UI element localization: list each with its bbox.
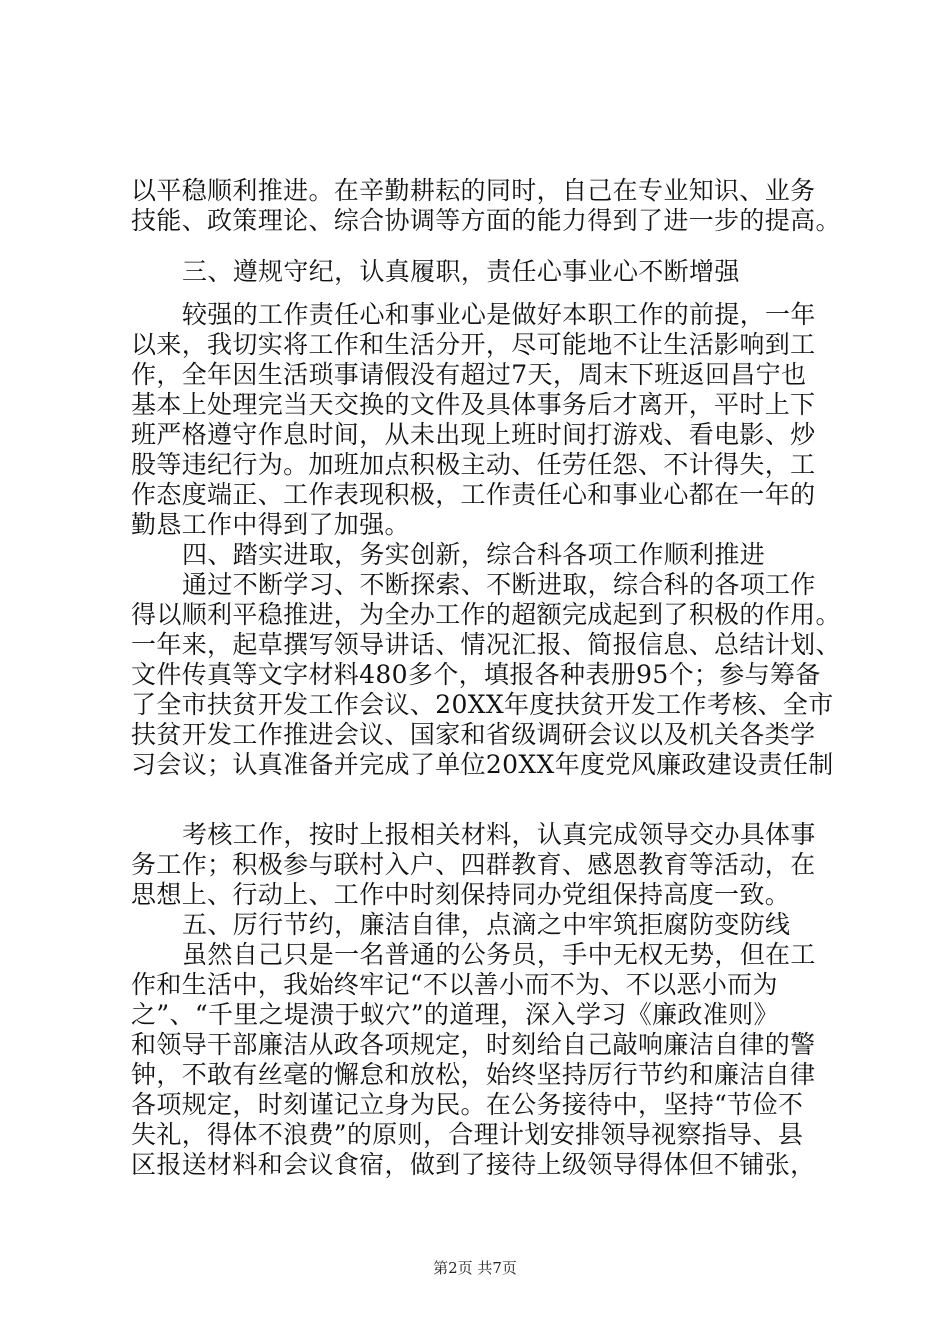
text-line: 股等违纪行为。加班加点积极主动、任劳任怨、不计得失，工 bbox=[131, 450, 816, 479]
text-line: 扶贫开发工作推进会议、国家和省级调研会议以及机关各类学 bbox=[131, 720, 816, 749]
text-line: 技能、政策理论、综合协调等方面的能力得到了进一步的提高。 bbox=[131, 206, 841, 235]
text-line: 和领导干部廉洁从政各项规定，时刻给自己敲响廉洁自律的警 bbox=[131, 1030, 816, 1059]
text-line: 思想上、行动上、工作中时刻保持同办党组保持高度一致。 bbox=[131, 880, 791, 909]
section-heading-3: 三、遵规守纪，认真履职，责任心事业心不断增强 bbox=[182, 257, 740, 286]
section-heading-4: 四、踏实进取，务实创新，综合科各项工作顺利推进 bbox=[182, 540, 766, 569]
text-line: 以来，我切实将工作和生活分开，尽可能地不让生活影响到工 bbox=[131, 330, 816, 359]
text-line: 虽然自己只是一名普通的公务员，手中无权无势，但在工 bbox=[182, 940, 816, 969]
text-line: 班严格遵守作息时间，从未出现上班时间打游戏、看电影、炒 bbox=[131, 420, 816, 449]
text-line: 失礼，得体不浪费”的原则，合理计划安排领导视察指导、县 bbox=[131, 1120, 804, 1149]
text-line: 基本上处理完当天交换的文件及具体事务后才离开，平时上下 bbox=[131, 390, 816, 419]
text-line: 通过不断学习、不断探索、不断进取，综合科的各项工作 bbox=[182, 570, 816, 599]
page-number: 第2页 共7页 bbox=[433, 1259, 517, 1277]
text-line: 勤恳工作中得到了加强。 bbox=[131, 510, 410, 539]
text-line: 务工作；积极参与联村入户、四群教育、感恩教育等活动，在 bbox=[131, 850, 816, 879]
text-line: 作和生活中，我始终牢记“不以善小而不为、不以恶小而为 bbox=[131, 970, 778, 999]
text-line: 一年来，起草撰写领导讲话、情况汇报、简报信息、总结计划、 bbox=[131, 630, 841, 659]
text-line: 区报送材料和会议食宿，做到了接待上级领导得体但不铺张， bbox=[131, 1150, 816, 1179]
text-line: 文件传真等文字材料480多个，填报各种表册95个；参与筹备 bbox=[131, 660, 821, 689]
text-line: 考核工作，按时上报相关材料，认真完成领导交办具体事 bbox=[182, 820, 816, 849]
text-line: 钟，不敢有丝毫的懈怠和放松，始终坚持厉行节约和廉洁自律 bbox=[131, 1060, 816, 1089]
text-line: 了全市扶贫开发工作会议、20XX年度扶贫开发工作考核、全市 bbox=[131, 690, 834, 719]
text-line: 作态度端正、工作表现积极，工作责任心和事业心都在一年的 bbox=[131, 480, 816, 509]
text-line: 较强的工作责任心和事业心是做好本职工作的前提，一年 bbox=[182, 300, 816, 329]
text-line: 作，全年因生活琐事请假没有超过7天，周末下班返回昌宁也 bbox=[131, 360, 807, 389]
text-line: 之”、“千里之堤溃于蚁穴”的道理，深入学习《廉政准则》 bbox=[131, 1000, 779, 1029]
text-line: 习会议；认真准备并完成了单位20XX年度党风廉政建设责任制 bbox=[131, 750, 834, 779]
text-line: 各项规定，时刻谨记立身为民。在公务接待中，坚持“节俭不 bbox=[131, 1090, 804, 1119]
text-line: 以平稳顺利推进。在辛勤耕耘的同时，自己在专业知识、业务 bbox=[131, 176, 816, 205]
section-heading-5: 五、厉行节约，廉洁自律，点滴之中牢筑拒腐防变防线 bbox=[182, 910, 791, 939]
text-line: 得以顺利平稳推进，为全办工作的超额完成起到了积极的作用。 bbox=[131, 600, 841, 629]
